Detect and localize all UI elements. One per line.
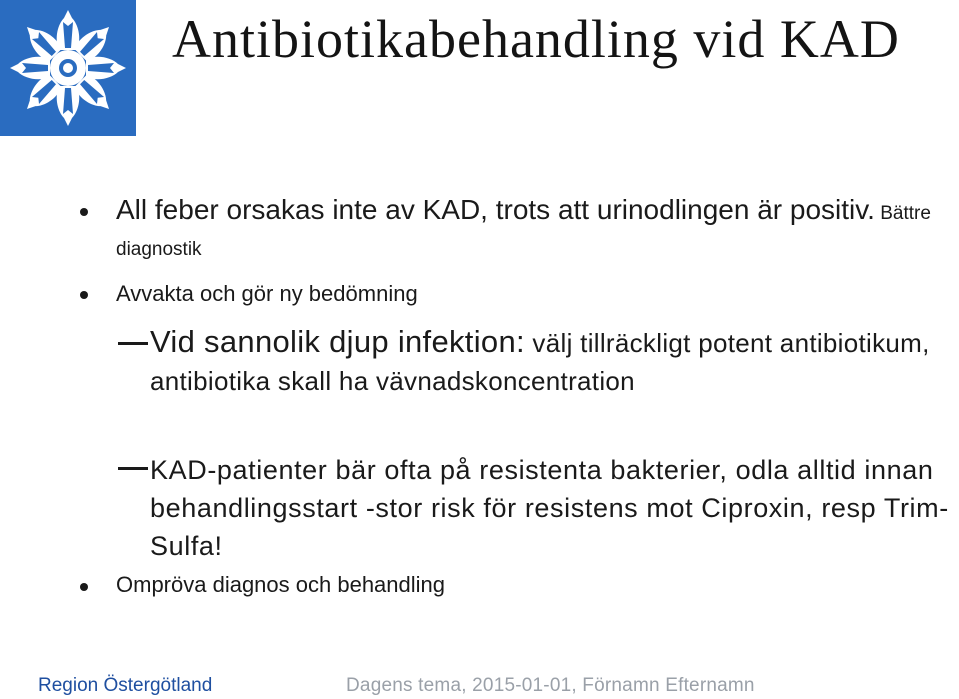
- sub-bullet-lead-text: Vid sannolik djup infektion:: [150, 324, 525, 359]
- bullet-dot-icon: [80, 583, 88, 591]
- sub-bullet-rest-text: välj tillräckligt potent antibiotikum, antibiotika skall ha vävnadskoncentration: [150, 328, 930, 396]
- bullet-main-text: All feber orsakas inte av KAD, trots att urinodlingen är positiv.: [116, 194, 875, 225]
- dash-bullet-icon: [118, 342, 148, 345]
- bullet-text: Ompröva diagnos och behandling: [116, 572, 446, 597]
- bullet-aside-text: Bättre diagnostik: [116, 203, 931, 260]
- bullet-text: Avvakta och gör ny bedömning: [116, 281, 418, 306]
- cornflower-logo-icon: [0, 0, 136, 136]
- sub-bullet-text: KAD-patienter bär ofta på resistenta bakterier, odla alltid innan behandlingsstart -stor risk för resistens mot Ciproxin, resp Trim-Sulfa!: [150, 455, 949, 561]
- footer-organization: Region Östergötland: [38, 675, 213, 696]
- sub-bullet-text: [150, 323, 950, 400]
- footer-info: Dagens tema, 2015-01-01, Förnamn Efternamn: [346, 675, 755, 696]
- dash-bullet-icon: [118, 467, 148, 470]
- bullet-dot-icon: [80, 291, 88, 299]
- region-logo: [0, 0, 136, 136]
- bullet-dot-icon: [80, 208, 88, 216]
- slide-title: Antibiotikabehandling vid KAD: [172, 9, 900, 69]
- bullet-text: [116, 194, 956, 266]
